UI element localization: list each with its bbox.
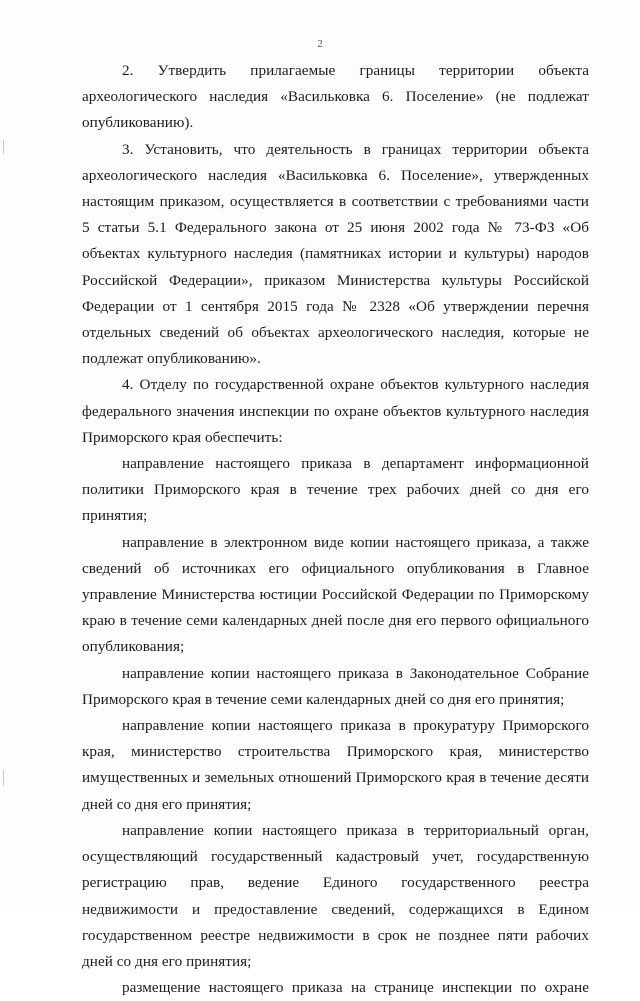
- paragraph-send-justice-ministry: направление в электронном виде копии настоящего приказа, а также сведений об источниках его официального опубликования в Главное управление Министерства юстиции Российской Федерации по Приморскому краю в течение семи календарных дней после дня его первого официального опубликования;: [82, 533, 589, 656]
- paragraph-department-ensure: 4. Отделу по государственной охране объектов культурного наследия федерального значения инспекции по охране объектов культурного наследия Приморского края обеспечить:: [82, 376, 589, 446]
- paragraph-send-cadastral: направление копии настоящего приказа в территориальный орган, осуществляющий государственный кадастровый учет, государственную регистрацию прав, ведение Единого государственного реестра недвижимости и предоставление сведений, содержащихся в Едином государственном реестре недвижимости в срок не позднее пяти рабочих дней со дня его принятия;: [82, 821, 589, 970]
- paragraph-approve-boundaries: 2. Утвердить прилагаемые границы территории объекта археологического наследия «Васильковка 6. Поселение» (не подлежат опубликованию).: [82, 62, 589, 132]
- scan-edge-left: [3, 140, 4, 154]
- page-number: 2: [317, 38, 323, 50]
- scan-edge-left-lower: [3, 770, 4, 786]
- paragraph-send-prosecutor: направление копии настоящего приказа в прокуратуру Приморского края, министерство строительства Приморского края, министерство имущественных и земельных отношений Приморского края в течение десяти дней со дня его принятия;: [82, 717, 589, 813]
- document-body: [82, 58, 589, 1001]
- paragraph-send-legislative-assembly: направление копии настоящего приказа в Законодательное Собрание Приморского края в течение семи календарных дней со дня его принятия;: [82, 664, 589, 708]
- paragraph-publish-page: размещение настоящего приказа на странице инспекции по охране: [122, 979, 589, 997]
- paragraph-send-info-policy: направление настоящего приказа в департамент информационной политики Приморского края в течение трех рабочих дней со дня его принятия;: [82, 455, 589, 525]
- paragraph-establish-activity: 3. Установить, что деятельность в границах территории объекта археологического наследия «Васильковка 6. Поселение», утвержденных настоящим приказом, осуществляется в соответствии с требованиями части 5 статьи 5.1 Федерального закона от 25 июня 2002 года № 73-ФЗ «Об объектах культурного наследия (памятниках истории и культуры) народов Российской Федерации», приказом Министерства культуры Российской Федерации от 1 сентября 2015 года № 2328 «Об утверждении перечня отдельных сведений об объектах археологического наследия, которые не подлежат опубликованию».: [82, 140, 589, 368]
